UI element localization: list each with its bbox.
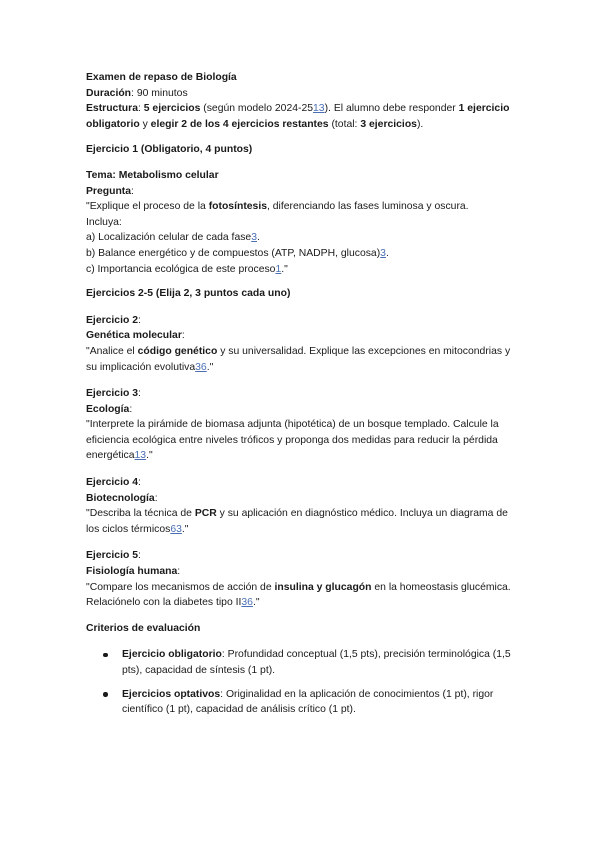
question-end: ." [206,361,214,373]
reference-link[interactable]: 1 [275,263,282,275]
structure-text: ). El alumno debe responder [324,103,459,115]
question-end: ." [146,450,153,462]
list-item [86,687,519,718]
exercise-2-label-line [86,313,519,329]
exercise-4-question [86,506,519,537]
question-end: ." [181,523,189,535]
item-text: c) Importancia ecológica de este proceso [86,263,276,275]
item-end: ." [281,263,288,275]
exercise-label: Ejercicio 3 [86,388,138,400]
optional-exercises-heading: Ejercicios 2-5 (Elija 2, 3 puntos cada uno) [86,288,291,300]
question-text: "Compare los mecanismos de acción de [86,581,275,593]
exercise-2-block [86,313,519,375]
criteria-list [86,647,519,717]
question-text: , diferenciando las fases luminosa y oscura. [267,201,469,213]
reference-link[interactable]: 13 [313,103,325,115]
question-label: Pregunta [86,185,132,197]
structure-text: ). [416,118,424,130]
incluya-line: Incluya: [86,216,122,228]
exercise-topic: Ecología [86,403,130,415]
exercise-5-label-line [86,548,519,564]
question-label-line [86,184,519,200]
exercise-3-label-line [86,386,519,402]
question-text: "Explique el proceso de la [86,201,209,213]
exercise-colon: : [137,550,141,562]
exercise-label: Ejercicio 2 [86,314,138,326]
exercise-1-question [86,199,519,215]
exercise-5-question [86,580,519,611]
exercise-3-question [86,417,519,464]
exercise-topic: Fisiología humana [86,566,178,578]
question-text: y su aplicación en diagnóstico médico. Incluya un diagrama de los ciclos térmicos [86,508,508,535]
structure-text: (según modelo 2024-25 [200,103,314,115]
question-bold: insulina y glucagón [274,581,372,593]
topic-colon: : [177,566,181,578]
reference-link[interactable]: 36 [241,597,253,609]
item-text: a) Localización celular de cada fase [86,232,252,244]
item-b [86,246,519,262]
question-text: y su universalidad. Explique las excepciones en mitocondrias y su implicación evolutiva [86,345,511,373]
item-end: . [256,232,260,244]
exercise-topic: Biotecnología [86,492,155,504]
criteria-label: Ejercicio obligatorio [122,649,222,661]
list-item [86,647,519,678]
exercise-colon: : [137,314,141,326]
structure-count: 5 ejercicios [143,103,201,115]
exercise-topic: Genética molecular [86,330,182,342]
structure-bold: 3 ejercicios [360,118,417,130]
bullet-icon [103,692,108,697]
exercise-5-topic-line [86,564,519,580]
structure-sep: : [137,103,144,115]
duration-line [86,86,519,102]
item-c [86,262,519,278]
exercise-1-heading: Ejercicio 1 (Obligatorio, 4 puntos) [86,144,253,156]
question-bold: PCR [194,508,217,520]
bullet-icon [103,653,108,658]
exercise-3-block [86,386,519,464]
criteria-text: : Profundidad conceptual (1,5 pts), precisión terminológica (1,5 pts), capacidad de síntesis (1 pt). [122,649,511,676]
exercise-2-topic-line [86,328,519,344]
reference-link[interactable]: 3 [380,247,386,259]
exam-title: Examen de repaso de Biología [86,72,237,83]
topic-colon: : [154,492,158,504]
criteria-text: : Originalidad en la aplicación de conocimientos (1 pt), rigor científico (1 pt), capacidad de análisis crítico (1 pt). [122,688,494,716]
structure-label: Estructura [86,103,138,115]
item-end: . [385,247,389,259]
exercise-5-block [86,548,519,610]
exercise-4-topic-line [86,491,519,507]
exercise-colon: : [137,388,141,400]
reference-link[interactable]: 3 [251,232,257,244]
exercise-1-block [86,168,519,277]
criteria-heading: Criterios de evaluación [86,622,201,634]
question-colon: : [131,185,134,197]
exercise-colon: : [137,477,141,489]
question-end: ." [252,597,260,609]
structure-text: (total: [328,118,361,130]
exercise-label: Ejercicio 5 [86,550,138,562]
topic-colon: : [181,330,185,342]
question-bold: fotosíntesis [208,201,267,213]
topic-colon: : [129,403,133,415]
question-text: "Analice el [86,345,138,357]
criteria-label: Ejercicios optativos [122,688,221,700]
reference-link[interactable]: 13 [134,450,147,462]
structure-line [86,101,519,132]
exam-header [86,70,519,132]
question-bold: código genético [137,345,218,357]
structure-bold: elegir 2 de los 4 ejercicios restantes [150,118,329,130]
exercise-1-topic: Tema: Metabolismo celular [86,169,219,181]
exercise-2-question [86,344,519,375]
item-a [86,230,519,246]
duration-label: Duración [86,87,132,99]
duration-value: : 90 minutos [131,87,188,99]
item-text: b) Balance energético y de compuestos (ATP, NADPH, glucosa) [86,247,381,259]
structure-text: y [139,118,151,130]
exercise-3-topic-line [86,402,519,418]
exercise-label: Ejercicio 4 [86,477,138,489]
reference-link[interactable]: 36 [195,361,207,373]
exercise-4-block [86,475,519,537]
question-text: "Describa la técnica de [86,508,195,520]
structure-bold: 1 ejercicio obligatorio [86,103,510,130]
reference-link[interactable]: 63 [170,523,182,535]
question-text: en la homeostasis glucémica. Relaciónelo con la diabetes tipo II [86,581,511,609]
exercise-4-label-line [86,475,519,491]
question-text: "Interprete la pirámide de biomasa adjunta (hipotética) de un bosque templado. Calcule la eficiencia ecológica entre niveles tróficos y proponga dos medidas para reducir la pérdida energética [86,419,499,462]
